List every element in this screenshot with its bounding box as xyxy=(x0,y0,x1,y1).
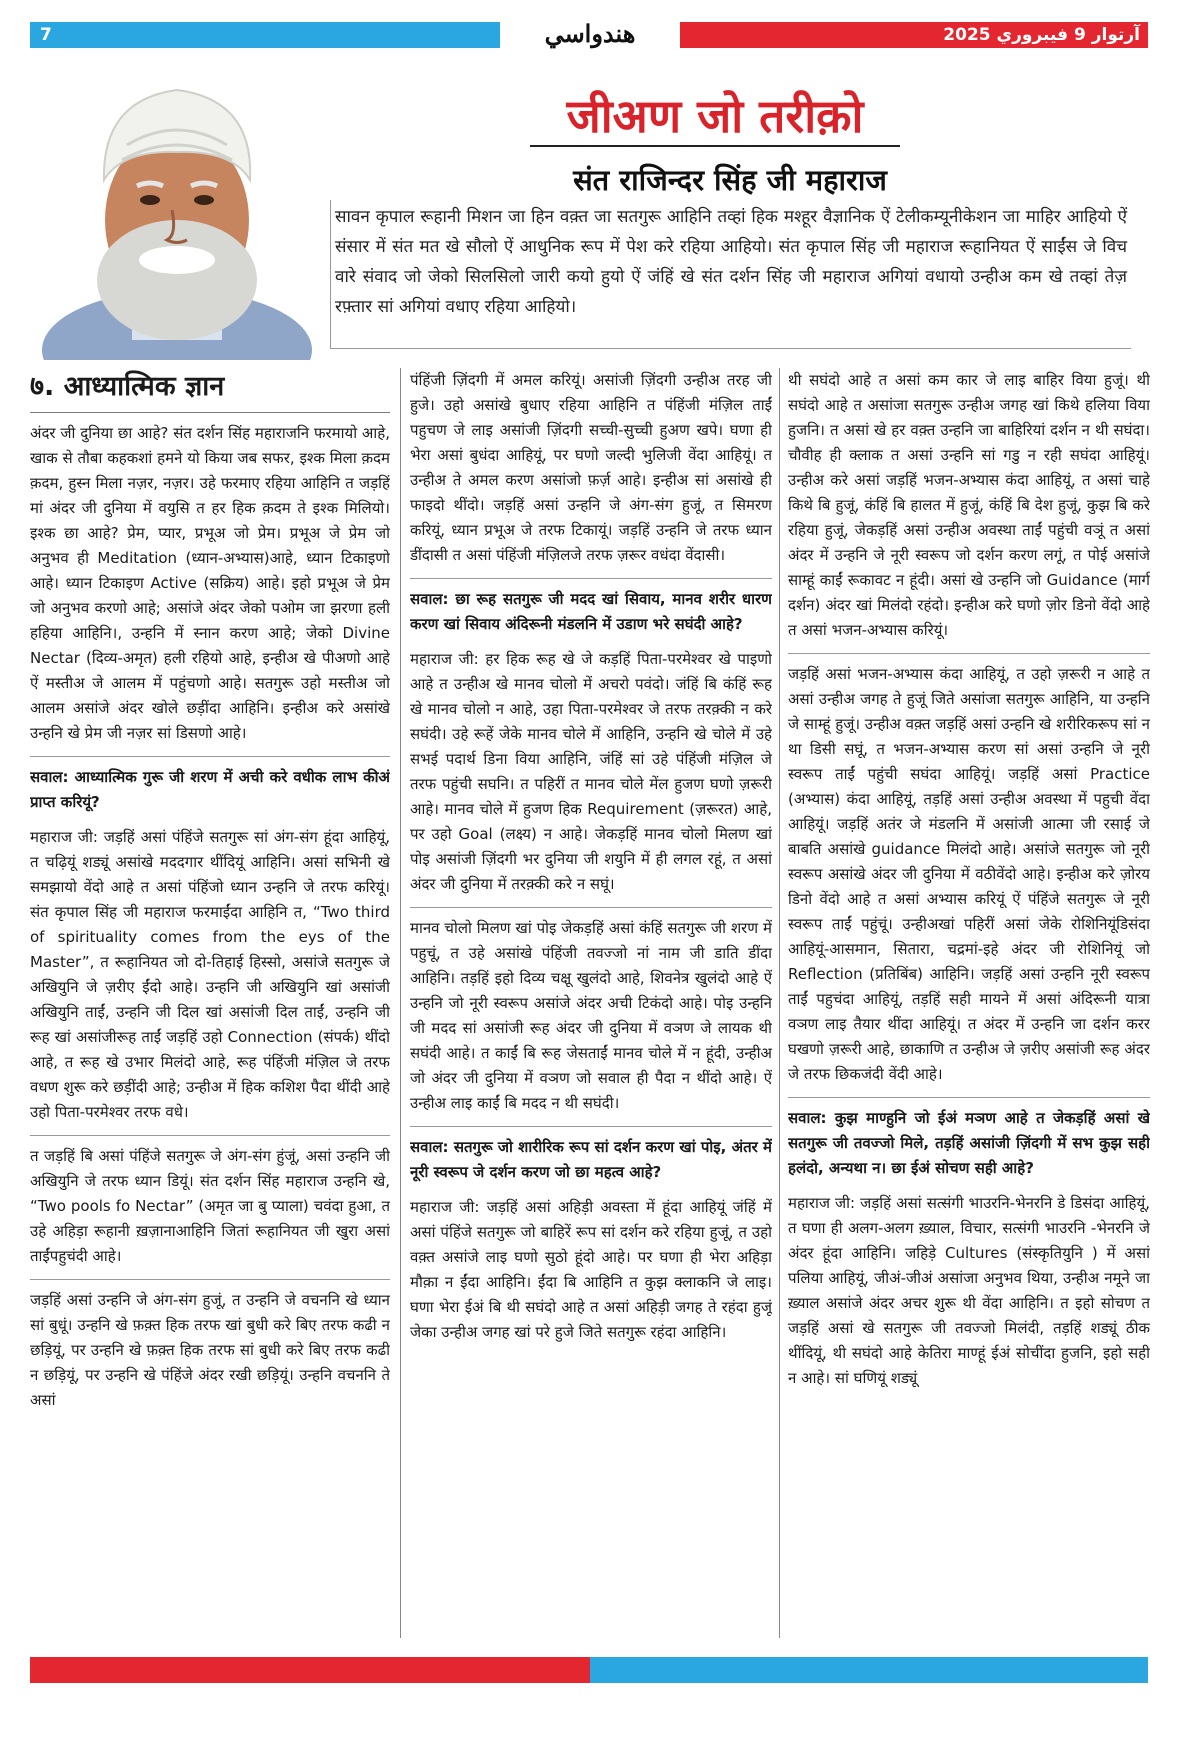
page-number: 7 xyxy=(40,25,52,45)
question: सवाल: आध्यात्मिक गुरू जी शरण में अची करे वधीक लाभ कीअं प्राप्त करियूं? xyxy=(30,756,390,815)
column-divider xyxy=(779,368,780,1638)
logo-text: هندواسي xyxy=(544,19,636,48)
paragraph: जड़हिं असां उन्हनि जे अंग-संग हुजूं, त उन्हनि जे वचननि खे ध्यान सां बुधूं। उन्हनि खे फ़क़्त हिक तरफ खां बुधी करे बिए तरफ कढी न छड़ियूं, पर उन्हनि खे फ़क़्त हिक तरफ सां बुधी करे बिए तरफ कढी न छड़ियूं, पर उन्हनि खे पंहिंजे अंदर रखी छड़ियूं। उन्हनि वचननि ते असां xyxy=(30,1279,390,1413)
answer-paragraph: महाराज जी: जड़हिं असां सत्संगी भाउरनि-भेनरनि डे डिसंदा आहियूं, त घणा ही अलग-अलग ख़्याल, विचार, सत्संगी भाउरनि -भेनरनि जे अंदर हूंदा आहिनि। जहिड़े Cultures (संस्कृतियुनि ) में असां पलिया आहियूं, जीअं-जीअं असांजा अनुभव थिया, उन्हीअ नमूने जा ख़्याल असांजे अंदर अचर शुरू थी वेंदा आहिनि। त इहो सोचण त जड़हिं असां खे सतगुरू जी तवज्जो मिलंदी, तड़हिं शड्यूं ठीक थींदियूं, थी सघंदो आहे केतिरा माण्हूं ईअं सोचींदा हुजनि, इहो सही न आहे। सां घणियूं शड्यूं xyxy=(788,1194,1150,1387)
question: सवाल: कुझ माण्हुनि जो ईअं मञण आहे त जेकड़हिं असां खे सतगुरू जी तवज्जो मिले, तड़हिं असांजी ज़िंदगी में सभ कुझ सही हलंदो, अन्यथा न। छा ईअं सोचण सही आहे? xyxy=(788,1097,1150,1181)
column-2 xyxy=(410,368,772,1643)
issue-date: آرتوار 9 فيبروري 2025 xyxy=(943,25,1140,45)
intro-paragraph: सावन कृपाल रूहानी मिशन जा हिन वक़्त जा सतगुरू आहिनि तव्हां हिक मश्हूर वैज्ञानिक ऐं टेलीकम्यूनीकेशन जा माहिर आहियो ऐं संसार में संत मत खे सौलो ऐं आधुनिक रूप में पेश करे रहिया आहियो। संत कृपाल सिंह जी महाराज रूहानियत ऐं साईंस जे विच वारे संवाद जो जेको सिलसिलो जारी कयो हुयो ऐं जंहिं खे संत दर्शन सिंह जी महाराज अगियां वधायो उन्हीअ कम खे तव्हां तेज़ रफ़्तार सां अगियां वधाए रहिया आहियो। xyxy=(335,207,1127,317)
paragraph: त जड़हिं बि असां पंहिंजे सतगुरू जे अंग-संग हुंजूं, असां उन्हनि जी अखियुनि जे तरफ ध्यान डियूं। संत दर्शन सिंह महाराज उन्हनि खे, “Two pools fo Nectar” (अमृत जा बु प्याला) चवंदा हुआ, त उहे अहिड़ा रूहानी ख़ज़ानाआहिनि जितां रूहानियत जी खुरा असां ताईंपहुचंदी आहे। xyxy=(30,1135,390,1269)
column-3 xyxy=(788,368,1150,1643)
portrait-photo xyxy=(32,60,322,360)
header-bar-left xyxy=(30,22,500,48)
column-1 xyxy=(30,368,390,1643)
answer-paragraph: महाराज जी: हर हिक रूह खे जे कड़हिं पिता-परमेश्वर खे पाइणो आहे त उन्हीअ खे मानव चोलो में अचरो पवंदो। जंहिं बि कंहिं रूह खे मानव चोलो न आहे, उहा पिता-परमेश्वर जे तरफ तरक़्की न करे सघंदी। उहे रूहें जेके मानव चोले में आहिनि, उन्हनि खे चोले में उहे सभई पदार्थ डिना विया आहिनि, जंहिं सां उहे पंहिंजी मंज़िल जे तरफ पहुंची सघनि। त पहिरीं त मानव चोले मेंल हुजण घणो ज़रूरी आहे। मानव चोले में हुजण हिक Requirement (ज़रूरत) आहे, पर उहो Goal (लक्ष्य) न आहे। जेकड़हिं मानव चोलो मिलण खां पोइ असांजी ज़िंदगी भर दुनिया जी शयुनि में ही लगल रहूं, त असां अंदर जी दुनिया में तरक़्की करे न सघूं। xyxy=(410,650,772,893)
paragraph: पंहिंजी ज़िंदगी में अमल करियूं। असांजी ज़िंदगी उन्हीअ तरह जी हुजे। उहो असांखे बुधाए रहिया आहिनि त पंहिंजी मंज़िल ताईं पहुचण जे लाइ असांजी ज़िंदगी सच्ची-सुच्ची हुअण खपे। घणा ही भेरा असां बुधंदा आहियूं, पर घणो जल्दी भुलिजी वेंदा आहियूं। त उन्हीअ ते अमल करण असांजो फ़र्ज़ आहे। इन्हीअ सां असांखे ही फाइदो थींदो। जड़हिं असां उन्हनि जे अंग-संग हुजूं, त सिमरण करियूं, ध्यान प्रभूअ जे तरफ टिकायूं। जड़हिं उन्हनि जे तरफ ध्यान डींदासी त असां पंहिंजी मंज़िलजे तरफ ज़रूर वधंदा वेंदासी। xyxy=(410,371,772,564)
paragraph: जड़हिं असां भजन-अभ्यास कंदा आहियूं, त उहो ज़रूरी न आहे त असां उन्हीअ जगह ते हुजूं जिते असांजा सतगुरू आहिनि, या उन्हनि जे साम्हूं हुजूं। उन्हीअ वक़्त जड़हिं असां उन्हनि खे शरीरिकरूप सां न था डिसी सघूं, त भजन-अभ्यास करण सां असां उन्हनि जे नूरी स्वरूप ताईं पहुंची सघंदा आहियूं। जड़हिं असां Practice (अभ्यास) कंदा आहियूं, तड़हिं असां उन्हीअ अवस्था में पहुची वेंदा आहियूं। जड़हिं अतंर जे मंडलनि में असांजी आत्मा जी रसाई जे बाबति असांखे guidance मिलंदो आहे। असांजे सतगुरू जो नूरी स्वरूप असांखे अंदर जी दुनिया में वठीवेंदो आहे। इन्हीअ करे ज़ोरय डिनो वेंदो आहे त असां अभ्यास करियूं ऐं पंहिंजे सतगुरू जे नूरी स्वरूप ताईं पहुंचूं। उन्हीअखां पहिरीं असां जेके रोशिनियूंडिसंदा आहियूं-आसमान, सितारा, चद्रमां-इहे अंदर जी रोशिनियूं जो Reflection (प्रतिबिंब) आहिनि। जड़हिं असां उन्हनि नूरी स्वरूप ताईं पहुचंदा आहियूं, तड़हिं सही मायने में असां अंदिरूनी यात्रा वञण लाइ तैयार थींदा आहियूं। त अंदर में उन्हनि जा दर्शन करर घखणो ज़रूरी आहे, छाकाणि त उन्हीअ जे ज़रीए असांजी रूह अंदर जे तरफ छिकजंदी वेंदी आहे। xyxy=(788,653,1150,1087)
question: सवाल: सतगुरू जो शारीरिक रूप सां दर्शन करण खां पोइ, अंतर में नूरी स्वरूप जे दर्शन करण जो छा महत्व आहे? xyxy=(410,1126,772,1185)
section-title: ७. आध्यात्मिक ज्ञान xyxy=(30,368,390,413)
answer-paragraph: महाराज जी: जड़हिं असां पंहिंजे सतगुरू सां अंग-संग हूंदा आहियूं, त चढ़ियूं शड्यूं असांखे मददगार थींदियूं आहिनि। असां सभिनी खे समझायो वेंदो आहे त असां पंहिंजो ध्यान उन्हनि जे तरफ करियूं। संत कृपाल सिंह जी महाराज फरमाईंदा आहिनि त, “Two third of spirituality comes from the eys of the Master”, त रूहानियत जो दो-तिहाई हिस्सो, असांजे सतगुरू जे अखियुनि जे ज़रीए ईंदो आहे। उन्हनि जी अखियुनि खां असांजी अखियुनि ताईं, उन्हनि जी दिल खां असांजी दिल ताईं, उन्हनि जी रूह खां असांजीरूह ताईं जड़हिं उहो Connection (संपर्क) थींदो आहे, त रूह खे उभार मिलंदो आहे, रूह पंहिंजी मंज़िल जे तरफ वधण शुरू करे छड़ींदी आहे; उन्हीअ में हिक कशिश पैदा थींदी आहे उहो पिता-परमेश्वर तरफ वधे। xyxy=(30,828,390,1121)
paragraph: अंदर जी दुनिया छा आहे? संत दर्शन सिंह महाराजनि फरमायो आहे, खाक से तौबा कहकशां हमने यो किया जब सफर, इश्क मिला क़दम क़दम, हुस्न मिला नज़र, नज़र। उहे फरमाए रहिया आहिनि त जड़हिं मां अंदर जी दुनिया में वयुसि त हर हिक क़दम ते इश्क मिलियो। इश्क छा आहे? प्रेम, प्यार, प्रभूअ जो प्रेम। प्रभूअ जे प्रेम जो अनुभव ही Meditation (ध्यान-अभ्यास)आहे, ध्यान टिकाइणो आहे। ध्यान टिकाइण Active (सक्रिय) आहे। इहो प्रभूअ जे प्रेम जो अनुभव करणो आहे; असांजे अंदर जेको पओम जा झरणा हली हहिया आहिनि।, उन्हनि में स्नान करण आहे; जेको Divine Nectar (दिव्य-अमृत) हली रहियो आहे, इन्हीअ खे पीअणो आहे ऐं मस्तीअ जे आलम में पहुंचणो आहे। सतगुरू उहो मस्तीअ जो आलम असांजे अंदर खोले छड़ींदा आहिनि। इन्हीअ करे असांखे उन्हनि खे प्रेम जी नज़र सां डिसणो आहे। xyxy=(30,424,390,742)
footer-bar-right xyxy=(590,1657,1148,1683)
author-name: संत राजिन्दर सिंह जी महाराज xyxy=(573,163,887,197)
article-title: जीअण जो तरीक़ो xyxy=(566,89,864,143)
footer-bar-left xyxy=(30,1657,590,1683)
portrait-illustration xyxy=(32,60,322,360)
answer-paragraph: महाराज जी: जड़हिं असां अहिड़ी अवस्ता में हूंदा आहियूं जंहिं में असां पंहिंजे सतगुरू जो बाहिरें रूप सां दर्शन करे रहिया हुजूं, त उहो वक़्त असांजे लाइ घणो सुठो हूंदो आहे। पर घणा ही भेरा अहिड़ा मौक़ा न ईंदा आहिनि। ईंदा बि आहिनि त कुझ क्लाकनि जे लाइ। घणा भेरा ईअं बि थी सघंदो आहे त असां अहिड़ी जगह ते रहंदा हुजूं जेका उन्हीअ जगह खां परे हुजे जिते सतगुरू रहंदा आहिनि। xyxy=(410,1198,772,1341)
question: सवाल: छा रूह सतगुरू जी मदद खां सिवाय, मानव शरीर धारण करण खां सिवाय अंदिरूनी मंडलनि में उडाण भरे सघंदी आहे? xyxy=(410,578,772,637)
column-divider xyxy=(400,368,401,1638)
paragraph: थी सघंदो आहे त असां कम कार जे लाइ बाहिर विया हुजूं। थी सघंदो आहे त असांजा सतगुरू उन्हीअ जगह खां किथे हलिया विया हुजनि। त असां खे हर वक़्त उन्हनि जा बाहिरियां दर्शन न थी सघंदा। चौवीह ही क्लाक त असां उन्हनि सां गडु न रही सघंदा आहियूं। उन्हीअ करे असां जड़हिं भजन-अभ्यास कंदा आहियूं, त असां चाहे किथे बि हुजूं, कंहिं बि हालत में हुजूं, कंहिं बि देश हुजूं, कुझ बि करे रहिया हुजूं, जेकड़हिं असां उन्हीअ अवस्था ताईं पहुंची वञूं त असां अंदर में उन्हनि जे नूरी स्वरूप जो दर्शन करण लगूं, त पोई असांजे साम्हूं काईं रूकावट न हूंदी। असां खे उन्हनि जो Guidance (मार्ग दर्शन) अंदर खां मिलंदो रहंदो। इन्हीअ करे घणो ज़ोर डिनो वेंदो आहे त असां भजन-अभ्यास करियूं। xyxy=(788,371,1150,639)
title-underline xyxy=(530,145,900,147)
newspaper-logo xyxy=(500,16,680,52)
paragraph: मानव चोलो मिलण खां पोइ जेकड़हिं असां कंहिं सतगुरू जी शरण में पहुचूं, त उहे असांखे पंहिंजी तवज्जो नां नाम जी डाति डींदा आहिनि। तड़हिं इहो दिव्य चक्षू खुलंदो आहे, शिवनेत्र खुलंदो आहे ऐं उन्हनि जो नूरी स्वरूप असांजे अंदर अची टिकंदो आहे। पोइ उन्हनि जी मदद सां असांजी रूह अंदर जी दुनिया में वञण जे लायक थी सघंदी आहे। त काईं बि रूह जेसताईं मानव चोले में न हूंदी, उन्हीअ जो अंदर जी दुनिया में वञण जो सवाल ही पैदा न थींदो आहे। ऐं उन्हीअ लाइ काईं बि मदद न थी सघंदी। xyxy=(410,907,772,1116)
